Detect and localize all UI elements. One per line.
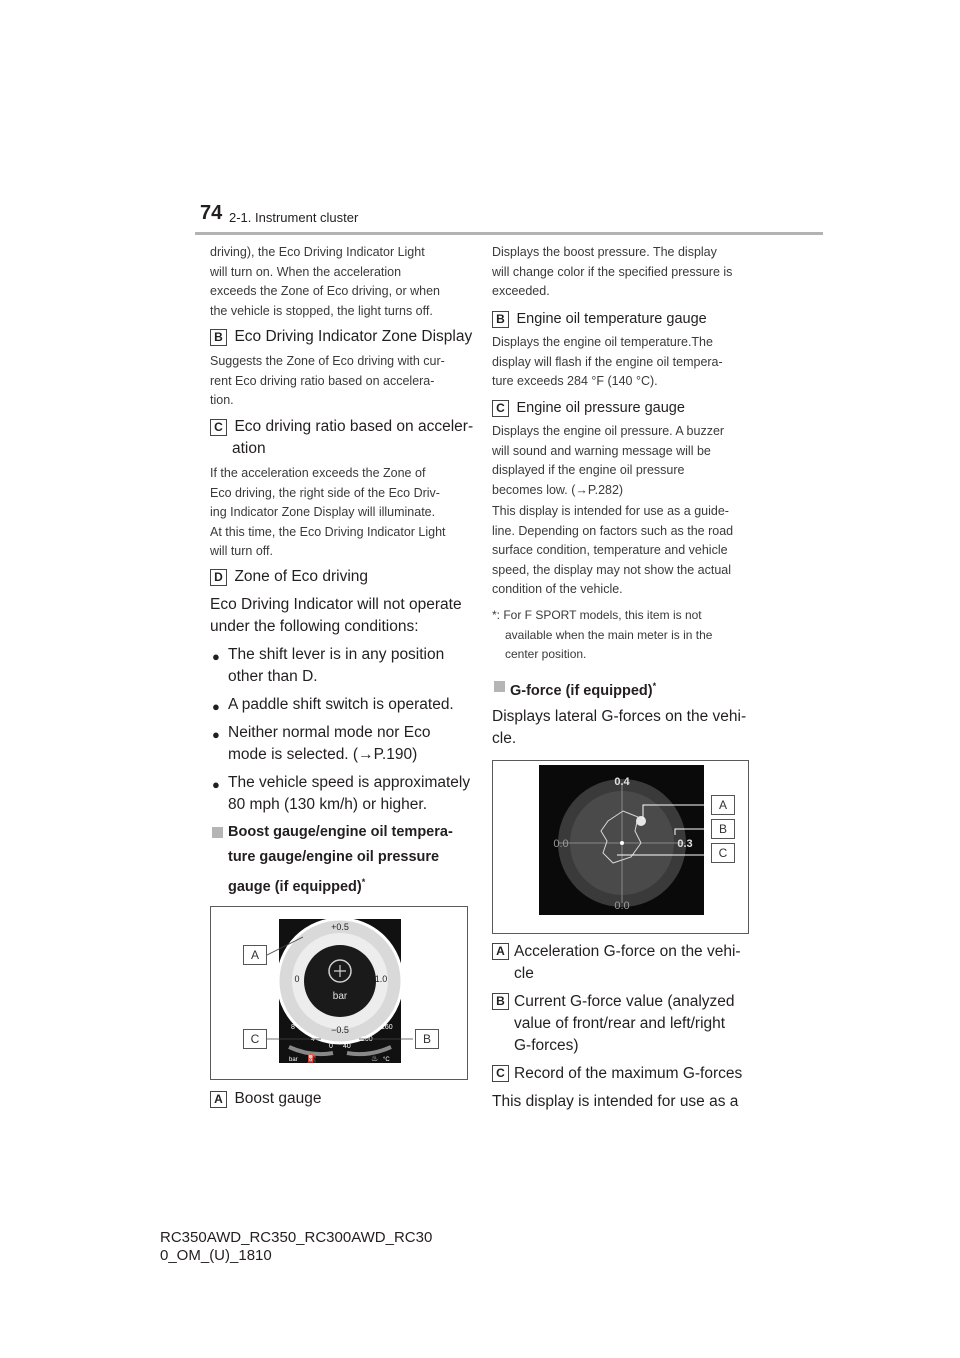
callout-a: A (711, 795, 735, 815)
text-line: *: For F SPORT models, this item is not (492, 608, 702, 622)
intro-paragraph (210, 243, 470, 321)
text-line: At this time, the Eco Driving Indicator Light (210, 524, 446, 539)
item-c-title: Eco driving ratio based on acceler- (234, 418, 474, 435)
text-line: exceeds the Zone of Eco driving, or when (210, 284, 440, 298)
text-line: A paddle shift switch is operated. (228, 696, 454, 713)
item-a-heading (210, 1088, 480, 1110)
closing-text: This display is intended for use as a (492, 1093, 739, 1110)
item-b-title: Eco Driving Indicator Zone Display (234, 328, 473, 345)
text-line: Current G-force value (analyzed (514, 993, 735, 1010)
text-line: ing Indicator Zone Display will illuminate. (210, 505, 436, 519)
callout-b: B (415, 1029, 439, 1049)
gauge-center (304, 945, 376, 1017)
text-line: will turn off. (210, 544, 273, 558)
text-line: Eco driving, the right side of the Eco Driv- (210, 485, 440, 500)
text-line: Displays the engine oil temperature.The (492, 335, 713, 349)
badge-c: C (492, 1065, 509, 1082)
item-b-right-heading (492, 308, 762, 330)
text-line: driving), the Eco Driving Indicator Light (210, 245, 425, 259)
footnote (492, 606, 754, 665)
text-line: G-force (if equipped) (510, 682, 653, 699)
boost-desc (492, 243, 754, 302)
gforce-center-dot (620, 841, 624, 845)
text-line: 0_OM_(U)_1810 (160, 1247, 272, 1264)
callout-a: A (243, 945, 267, 965)
list-item (492, 991, 762, 1057)
text-line: displayed if the engine oil pressure (492, 463, 685, 477)
text-line: Boost gauge/engine oil tempera- (228, 824, 453, 840)
text-line: The shift lever is in any position (228, 646, 445, 663)
oil-temp-gauge-title: Engine oil temperature gauge (516, 311, 707, 327)
item-d-title: Zone of Eco driving (234, 568, 368, 585)
callout-c: C (711, 843, 735, 863)
text-line: ture gauge/engine oil pressure (228, 849, 440, 865)
text-line: gauge (if equipped) (228, 878, 362, 895)
gauge-top-label: +0.5 (331, 922, 349, 932)
gauge-left-label: 0 (294, 974, 300, 984)
text-line: display will flash if the engine oil tempera- (492, 354, 723, 369)
oil-can-icon: ⛽ (307, 1054, 317, 1063)
text-line: condition of the vehicle. (492, 582, 623, 596)
text-line: G-forces) (514, 1037, 579, 1054)
text-line: will turn on. When the acceleration (210, 264, 402, 279)
bullet-icon: ● (212, 649, 220, 664)
square-bullet-icon (212, 827, 223, 838)
guideline-note (492, 502, 754, 600)
text-line: under the following conditions: (210, 618, 419, 635)
oil-pressure-unit: bar (289, 1057, 298, 1063)
oil-temp-unit: °C (383, 1057, 390, 1063)
boost-heading (212, 820, 490, 900)
text-line: the vehicle is stopped, the light turns off. (210, 303, 433, 318)
badge-b: B (492, 993, 509, 1010)
document-code (160, 1229, 432, 1265)
text-line: mode is selected. (→P.190) (228, 746, 418, 763)
badge-c: C (210, 419, 227, 436)
text-line: center position. (505, 647, 587, 661)
text-line: 80 mph (130 km/h) or higher. (228, 796, 428, 813)
square-bullet-icon (494, 681, 505, 692)
text-line: The vehicle speed is approximately (228, 774, 471, 791)
bullet-icon: ● (212, 727, 220, 742)
gauge-unit: bar (332, 991, 348, 1002)
text-line: Displays the engine oil pressure. A buzzer (492, 424, 725, 438)
item-c-title-cont: ation (232, 440, 266, 457)
oil-pressure-gauge-title: Engine oil pressure gauge (516, 400, 685, 416)
text-line: will sound and warning message will be (492, 443, 711, 458)
bullet-icon: ● (212, 699, 220, 714)
oil-temp-label-160: 160 (381, 1024, 393, 1031)
bullet-icon: ● (212, 777, 220, 792)
text-line: Displays the boost pressure. The display (492, 245, 717, 259)
text-line: speed, the display may not show the actual (492, 562, 732, 577)
text-line: surface condition, temperature and vehicle (492, 543, 728, 557)
gforce-bottom-value: 0.0 (614, 900, 630, 912)
page-number: 74 (200, 202, 223, 224)
gauge-bottom-label: −0.5 (331, 1025, 349, 1035)
list-item (212, 722, 474, 766)
item-b-desc (210, 352, 470, 411)
callout-c: C (243, 1029, 267, 1049)
item-b-heading (210, 326, 480, 348)
gforce-illustration (493, 761, 748, 933)
gforce-desc (492, 706, 754, 750)
item-d-heading (210, 566, 480, 588)
gauge-right-label: 1.0 (374, 974, 388, 984)
gforce-right-value: 0.3 (677, 838, 693, 850)
text-line: cle. (492, 730, 517, 747)
text-line: Displays lateral G-forces on the vehi- (492, 708, 747, 725)
badge-c: C (492, 400, 509, 417)
list-item (492, 1063, 762, 1085)
thermometer-icon: ♨ (371, 1054, 379, 1063)
text-line: rent Eco driving ratio based on accelera- (210, 373, 435, 388)
callout-b: B (711, 819, 735, 839)
footnote-marker: * (361, 877, 366, 887)
text-line: Record of the maximum G-forces (514, 1065, 743, 1082)
text-line: becomes low. (→P.282) (492, 482, 624, 497)
oil-pressure-label-8: 8 (291, 1024, 295, 1031)
list-item (212, 772, 474, 816)
badge-d: D (210, 569, 227, 586)
list-item (212, 644, 474, 688)
badge-a: A (210, 1091, 227, 1108)
text-line: line. Depending on factors such as the road (492, 523, 734, 538)
oil-pressure-desc (492, 422, 754, 500)
text-line: Suggests the Zone of Eco driving with cur- (210, 354, 445, 368)
boost-gauge-figure (210, 906, 468, 1080)
oil-pressure-label-0: 0 (329, 1043, 333, 1050)
gforce-current-dot (636, 816, 646, 826)
text-line: tion. (210, 393, 234, 407)
badge-b: B (210, 329, 227, 346)
list-item (212, 694, 474, 716)
text-line: Eco Driving Indicator will not operate (210, 596, 462, 613)
text-line: will change color if the specified pressure is (492, 264, 733, 279)
gforce-items (492, 941, 762, 1113)
text-line: RC350AWD_RC350_RC300AWD_RC30 (160, 1229, 433, 1246)
text-line: This display is intended for use as a guide- (492, 504, 729, 518)
gforce-figure (492, 760, 749, 934)
text-line: exceeded. (492, 284, 550, 298)
gforce-top-value: 0.4 (614, 776, 630, 788)
conditions-intro (210, 594, 480, 638)
boost-gauge-illustration (211, 907, 467, 1079)
item-c-heading (210, 416, 480, 460)
text-line: cle (514, 965, 534, 982)
oil-temp-label-40: 40 (343, 1043, 351, 1050)
conditions-list (212, 644, 474, 816)
text-line: other than D. (228, 668, 318, 685)
footnote-marker: * (652, 681, 657, 691)
item-c-desc (210, 464, 470, 562)
text-line: Acceleration G-force on the vehi- (514, 943, 741, 960)
header-rule (195, 232, 823, 235)
badge-a: A (492, 943, 509, 960)
text-line: Neither normal mode nor Eco (228, 724, 431, 741)
text-line: ture exceeds 284 °F (140 °C). (492, 374, 658, 388)
gforce-left-value: 0.0 (553, 838, 569, 850)
text-line: If the acceleration exceeds the Zone of (210, 466, 426, 480)
text-line: value of front/rear and left/right (514, 1015, 726, 1032)
gforce-heading (494, 674, 772, 704)
list-item (492, 941, 762, 985)
item-c-right-heading (492, 397, 762, 419)
badge-b: B (492, 311, 509, 328)
text-line: available when the main meter is in the (505, 627, 713, 642)
oil-temp-desc (492, 333, 754, 392)
item-a-title: Boost gauge (234, 1090, 322, 1107)
oil-temp-label-100: 100 (361, 1036, 373, 1043)
oil-pressure-label-4: 4 (311, 1036, 315, 1043)
section-title: 2-1. Instrument cluster (229, 210, 359, 225)
